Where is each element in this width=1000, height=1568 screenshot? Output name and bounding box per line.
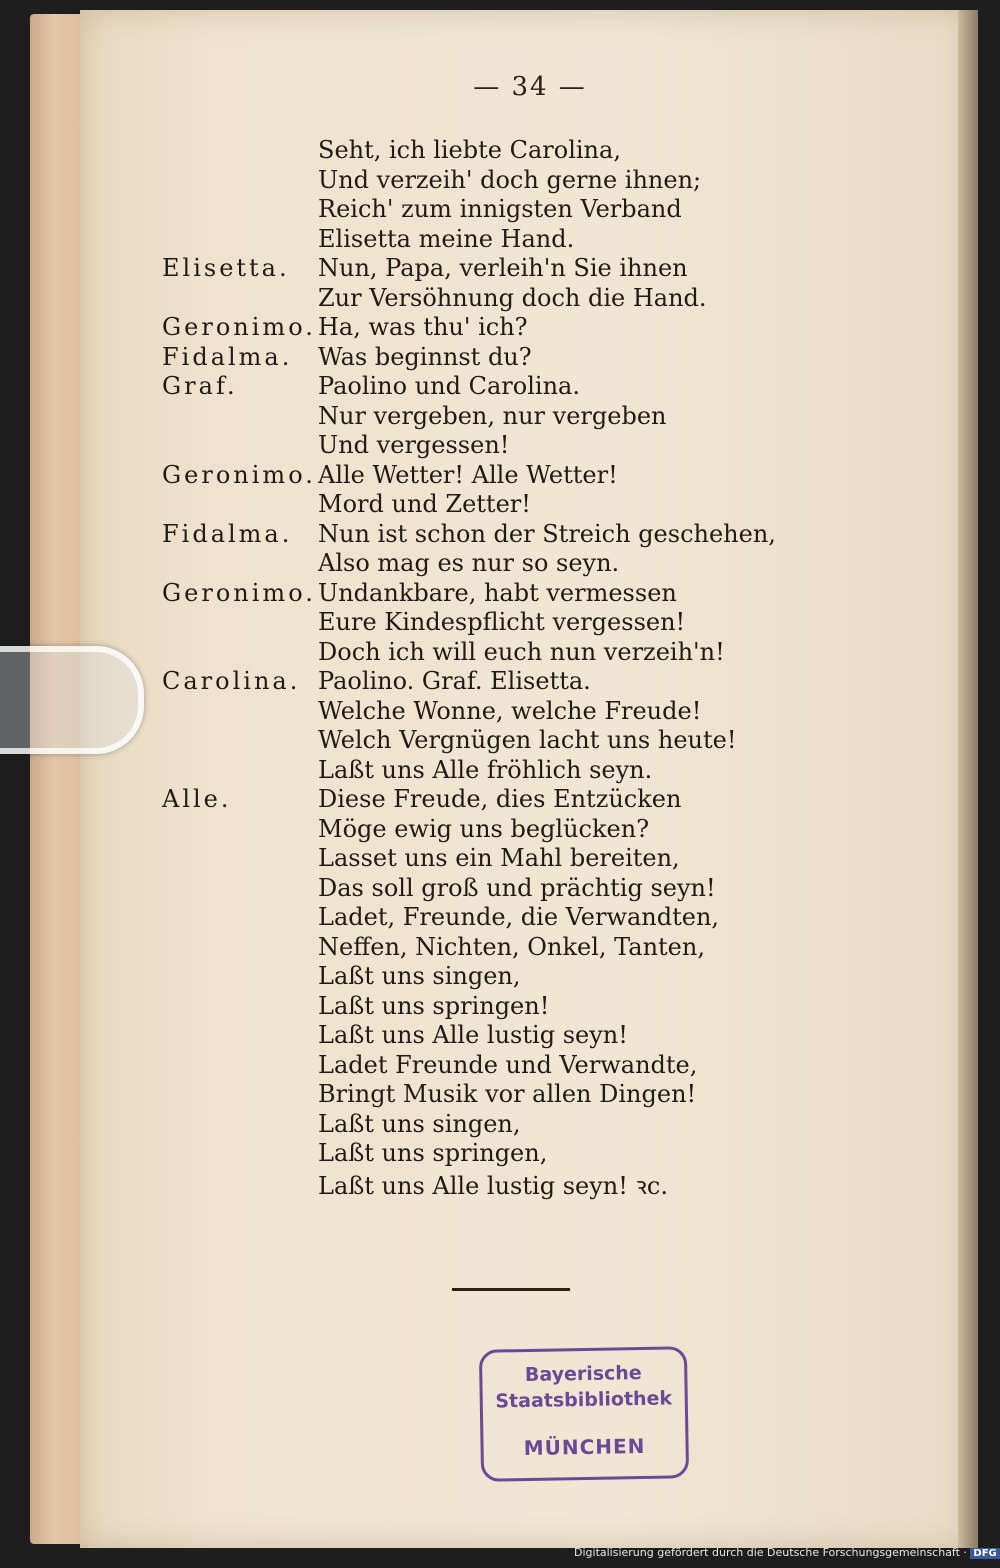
- verse-line: Und verzeih' doch gerne ihnen;: [318, 165, 702, 194]
- paper-clip: [0, 646, 144, 754]
- verse-line: Laßt uns springen!: [318, 991, 550, 1020]
- verse-line: Seht, ich liebte Carolina,: [318, 136, 621, 164]
- verse-line: Ladet Freunde und Verwandte,: [318, 1050, 698, 1079]
- speaker-name: Graf.: [162, 372, 238, 400]
- verse-line: Das soll groß und prächtig seyn!: [318, 873, 716, 902]
- verse-line: Reich' zum innigsten Verband: [318, 195, 682, 223]
- verse-line: Alle Wetter! Alle Wetter!: [318, 460, 618, 489]
- verse-line: Neffen, Nichten, Onkel, Tanten,: [318, 932, 705, 961]
- verse-line: Nun ist schon der Streich geschehen,: [318, 519, 776, 548]
- speaker-name: Geronimo.: [162, 313, 316, 341]
- verse-line: Bringt Musik vor allen Dingen!: [318, 1080, 697, 1108]
- verse-line: Möge ewig uns beglücken?: [318, 814, 650, 843]
- stamp-line-3: MÜNCHEN: [523, 1433, 646, 1461]
- verse-line: Zur Versöhnung doch die Hand.: [318, 283, 707, 312]
- stamp-line-1: Bayerische: [524, 1361, 642, 1387]
- speaker-name: Fidalma.: [162, 342, 293, 371]
- verse-line: Ladet, Freunde, die Verwandten,: [318, 903, 720, 931]
- verse-line: Elisetta meine Hand.: [318, 224, 575, 253]
- verse-line: Also mag es nur so seyn.: [318, 549, 620, 577]
- verse-line: Laßt uns singen,: [318, 962, 521, 990]
- verse-line: Eure Kindespflicht vergessen!: [318, 608, 686, 636]
- speaker-name: Geronimo.: [162, 578, 316, 607]
- footer-text: Digitalisierung gefördert durch die Deutsche Forschungsgemeinschaft ·: [574, 1546, 967, 1559]
- verse-line: Laßt uns Alle lustig seyn!: [318, 1021, 628, 1049]
- verse-line: Nun, Papa, verleih'n Sie ihnen: [318, 254, 688, 282]
- verse-line: Diese Freude, dies Entzücken: [318, 785, 682, 813]
- speaker-name: Fidalma.: [162, 519, 293, 548]
- verse-line: Laßt uns Alle lustig seyn! ꝛc.: [318, 1171, 668, 1200]
- footer-credit: [574, 1546, 997, 1564]
- verse-line: Laßt uns springen,: [318, 1139, 548, 1167]
- verse-line: Nur vergeben, nur vergeben: [318, 401, 667, 430]
- stamp-line-2: Staatsbibliothek: [495, 1387, 673, 1413]
- verse-line: Welche Wonne, welche Freude!: [318, 696, 702, 725]
- speaker-name: Elisetta.: [162, 254, 290, 282]
- speaker-name: Carolina.: [162, 667, 301, 695]
- verse-line: Paolino. Graf. Elisetta.: [318, 667, 591, 695]
- verse-line: Was beginnst du?: [318, 342, 532, 371]
- verse-line: Laßt uns Alle fröhlich seyn.: [318, 755, 653, 784]
- library-stamp: [479, 1346, 689, 1482]
- verse-line: Welch Vergnügen lacht uns heute!: [318, 726, 737, 754]
- end-rule: [452, 1288, 570, 1291]
- verse-line: Und vergessen!: [318, 431, 510, 459]
- speaker-name: Alle.: [162, 785, 232, 813]
- verse-line: Undankbare, habt vermessen: [318, 578, 677, 607]
- verse-line: Paolino und Carolina.: [318, 372, 580, 400]
- verse-line: Laßt uns singen,: [318, 1109, 521, 1138]
- speaker-name: Geronimo.: [162, 460, 316, 489]
- dfg-logo: DFG: [970, 1548, 999, 1559]
- page-number: — 34 —: [473, 72, 587, 102]
- verse-line: Ha, was thu' ich?: [318, 313, 528, 341]
- verse-line: Lasset uns ein Mahl bereiten,: [318, 844, 680, 872]
- verse-line: Doch ich will euch nun verzeih'n!: [318, 637, 725, 666]
- verse-line: Mord und Zetter!: [318, 490, 531, 518]
- book-right-edge: [958, 10, 978, 1548]
